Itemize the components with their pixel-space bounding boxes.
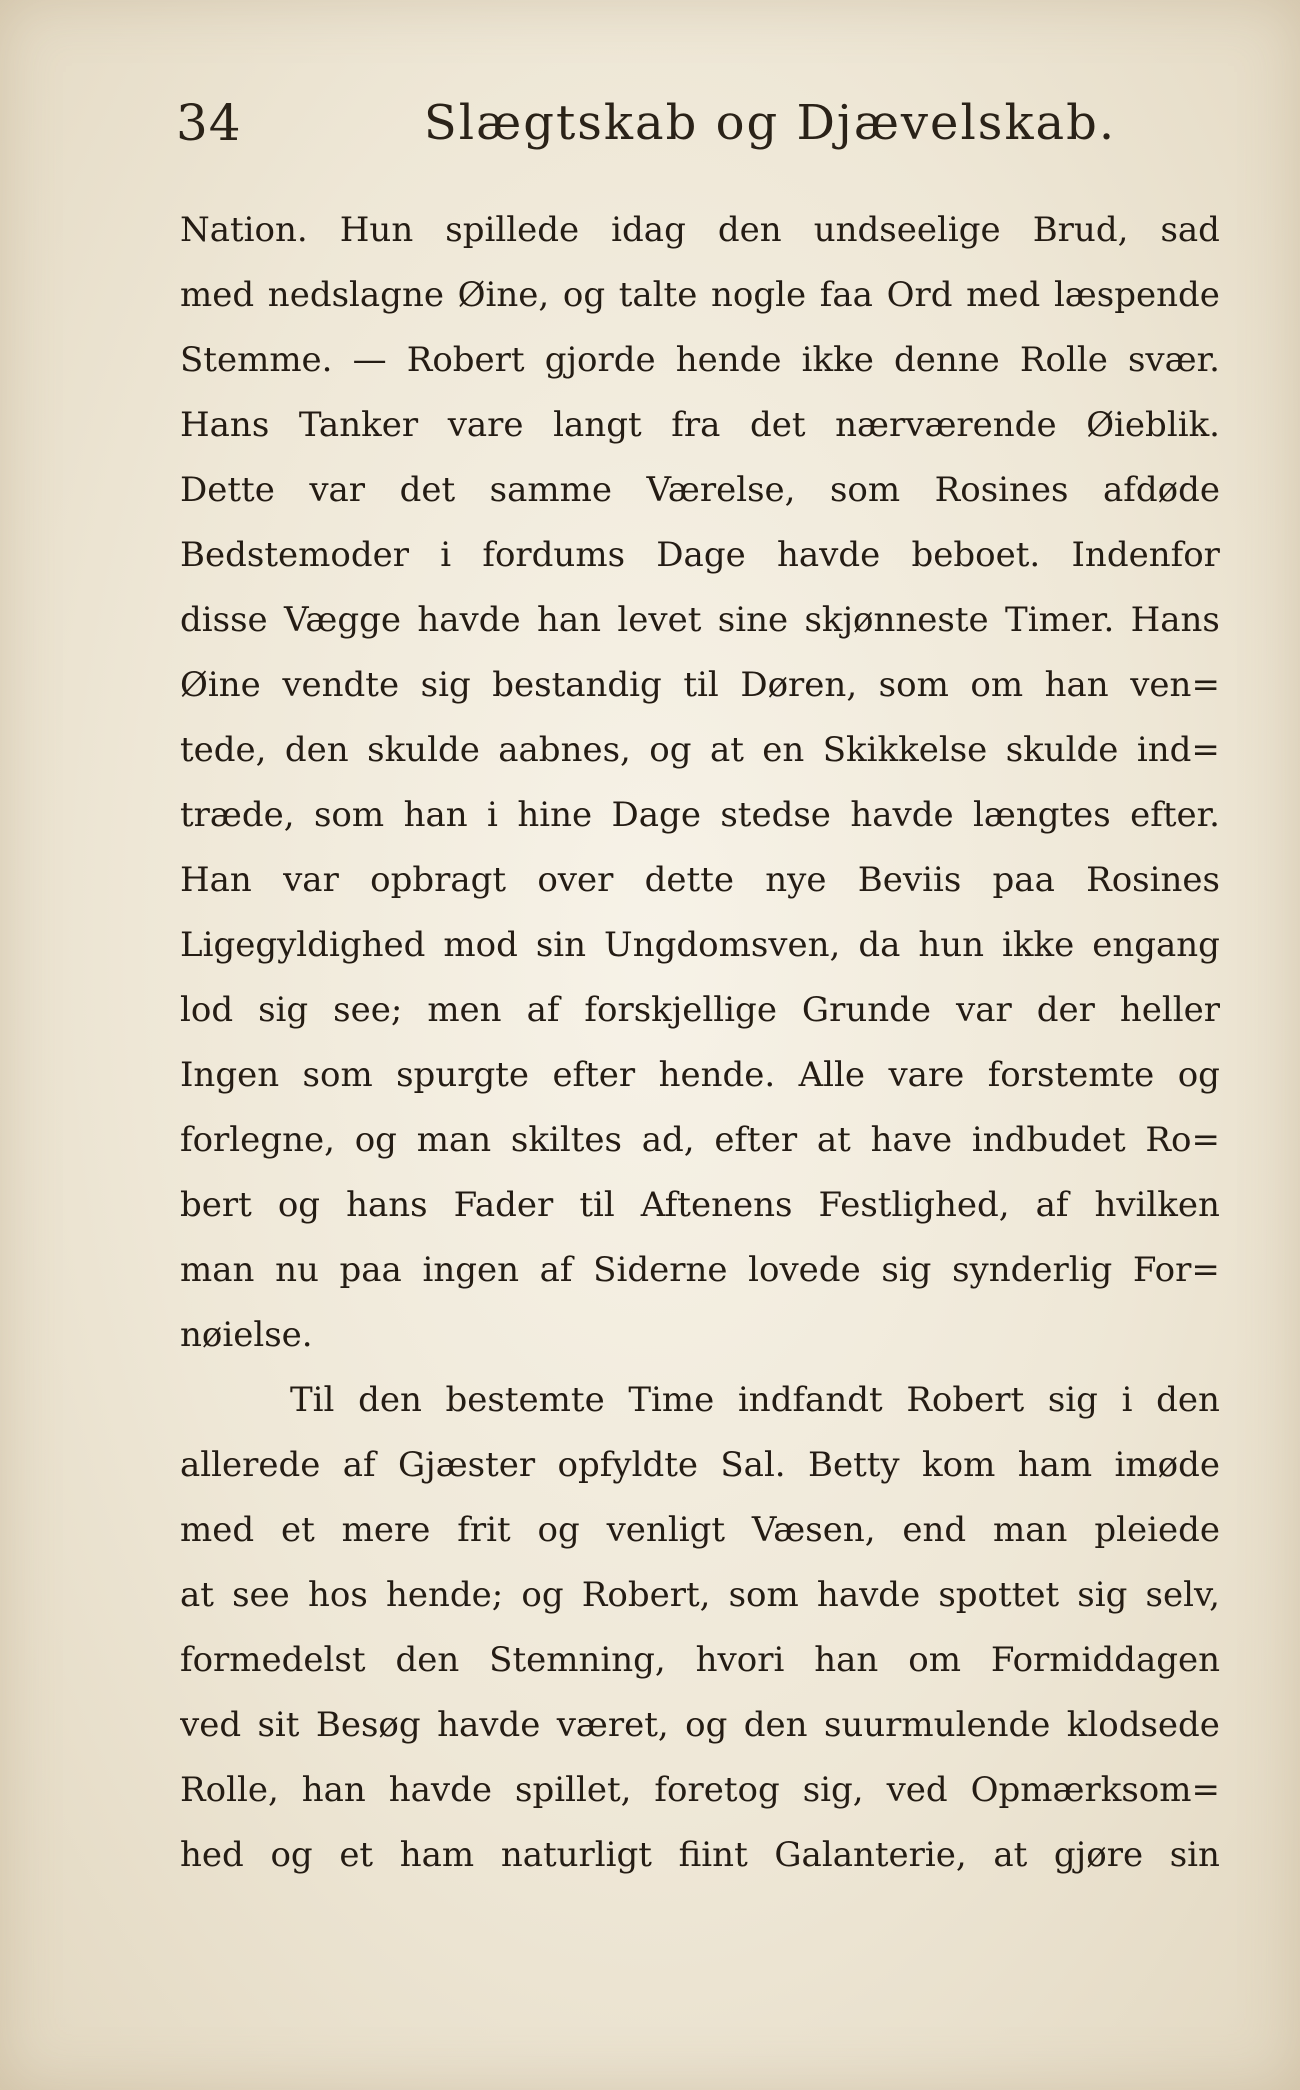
text-line: ved sit Besøg havde været, og den suurmulende klodsede xyxy=(180,1705,1220,1745)
text-line: Ligegyldighed mod sin Ungdomsven, da hun ikke engang xyxy=(180,925,1220,965)
text-line: Ingen som spurgte efter hende. Alle vare forstemte og xyxy=(180,1055,1220,1095)
text-line: Han var opbragt over dette nye Beviis paa Rosines xyxy=(180,860,1220,900)
text-line: forlegne, og man skiltes ad, efter at have indbudet Ro= xyxy=(180,1120,1220,1160)
text-line: Øine vendte sig bestandig til Døren, som om han ven= xyxy=(180,665,1220,705)
text-line: Stemme. — Robert gjorde hende ikke denne Rolle svær. xyxy=(180,340,1220,380)
text-line: lod sig see; men af forskjellige Grunde var der heller xyxy=(180,990,1220,1030)
text-line: Rolle, han havde spillet, foretog sig, ved Opmærksom= xyxy=(180,1770,1220,1810)
text-line: med nedslagne Øine, og talte nogle faa Ord med læspende xyxy=(180,275,1220,315)
text-line: tede, den skulde aabnes, og at en Skikkelse skulde ind= xyxy=(180,730,1220,770)
paragraph-start-line: Til den bestemte Time indfandt Robert sig i den xyxy=(290,1380,1220,1420)
text-line: Bedstemoder i fordums Dage havde beboet. Indenfor xyxy=(180,535,1220,575)
text-line: træde, som han i hine Dage stedse havde længtes efter. xyxy=(180,795,1220,835)
text-line: allerede af Gjæster opfyldte Sal. Betty kom ham imøde xyxy=(180,1445,1220,1485)
text-line: bert og hans Fader til Aftenens Festlighed, af hvilken xyxy=(180,1185,1220,1225)
running-title: Slægtskab og Djævelskab. xyxy=(423,95,1117,151)
text-line: hed og et ham naturligt fiint Galanterie, at gjøre sin xyxy=(180,1835,1220,1875)
paragraph-end-line: nøielse. xyxy=(180,1315,313,1355)
text-line: Hans Tanker vare langt fra det nærværende Øieblik. xyxy=(180,405,1220,445)
text-line: man nu paa ingen af Siderne lovede sig synderlig For= xyxy=(180,1250,1220,1290)
text-line: Dette var det samme Værelse, som Rosines afdøde xyxy=(180,470,1220,510)
text-line: disse Vægge havde han levet sine skjønneste Timer. Hans xyxy=(180,600,1220,640)
text-line: med et mere frit og venligt Væsen, end man pleiede xyxy=(180,1510,1220,1550)
page-number: 34 xyxy=(176,94,242,152)
body-text xyxy=(180,198,1220,1888)
text-line: at see hos hende; og Robert, som havde spottet sig selv, xyxy=(180,1575,1220,1615)
text-line: formedelst den Stemning, hvori han om Formiddagen xyxy=(180,1640,1220,1680)
page-header xyxy=(170,88,1230,158)
text-line: Nation. Hun spillede idag den undseelige Brud, sad xyxy=(180,210,1220,250)
